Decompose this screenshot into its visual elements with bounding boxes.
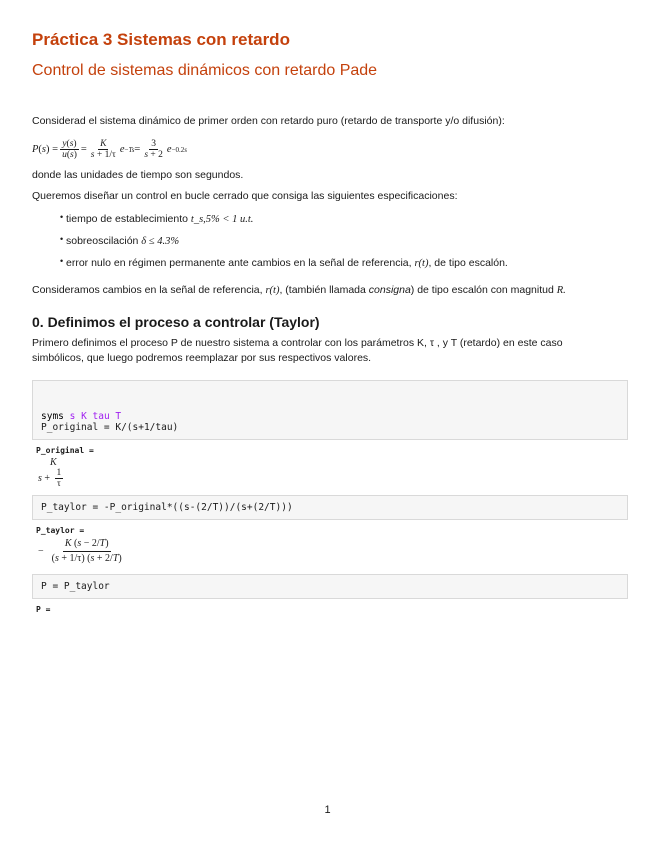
reference-paragraph: Consideramos cambios en la señal de referencia, r(t), (también llamada consigna) de tipo escalón con magnitud R. — [32, 284, 566, 296]
output-expression: K s + $\frac{1}{\tau}$ — [38, 457, 62, 489]
output-label: P = — [36, 605, 51, 614]
specs-intro-paragraph: Queremos diseñar un control en bucle cerrado que consiga las siguientes especificaciones: — [32, 190, 458, 202]
page-number: 1 — [324, 804, 331, 816]
page-title: Práctica 3 Sistemas con retardo — [32, 30, 290, 49]
output-label: P_taylor = — [36, 526, 85, 535]
intro-paragraph: Considerad el sistema dinámico de primer orden con retardo puro (retardo de transporte y/o difusión): — [32, 115, 505, 127]
code-block[interactable]: syms s K tau T P_original = K/(s+1/tau) — [32, 380, 628, 440]
code-block[interactable]: P = P_taylor — [32, 574, 628, 599]
output-label: P_original = — [36, 446, 94, 455]
section-paragraph: Primero definimos el proceso P de nuestro sistema a controlar con los parámetros K, τ , y T (retardo) en este caso simbólicos, que luego podremos reemplazar por sus respectivos valores. — [32, 337, 563, 364]
page-subtitle: Control de sistemas dinámicos con retardo Pade — [32, 62, 378, 79]
document-page — [32, 30, 628, 616]
time-units-paragraph: donde las unidades de tiempo son segundos. — [32, 169, 244, 181]
transfer-function-equation: P ( s ) = $\frac{y(s)}{u(s)}$ = $\frac{K}{s + 1/\tau}$ e −Ts = $\frac{3}{s + 2}$ e −0.2s — [32, 139, 188, 160]
code-block[interactable]: P_taylor = -P_original*((s-(2/T))/(s+(2/T))) — [32, 495, 628, 520]
list-item: • sobreoscilación δ ≤ 4.3% — [66, 234, 628, 249]
section-heading: 0. Definimos el proceso a controlar (Taylor) — [32, 314, 320, 330]
list-item: • tiempo de establecimiento t_s,5% < 1 u.t. — [66, 212, 628, 227]
spec-list — [32, 212, 628, 271]
list-item: • error nulo en régimen permanente ante cambios en la señal de referencia, r(t), de tipo escalón. — [66, 256, 628, 271]
output-expression: − $\frac{K (s - 2/T)}{(s + 1/\tau) (s + 2/T)}$ — [38, 538, 122, 564]
